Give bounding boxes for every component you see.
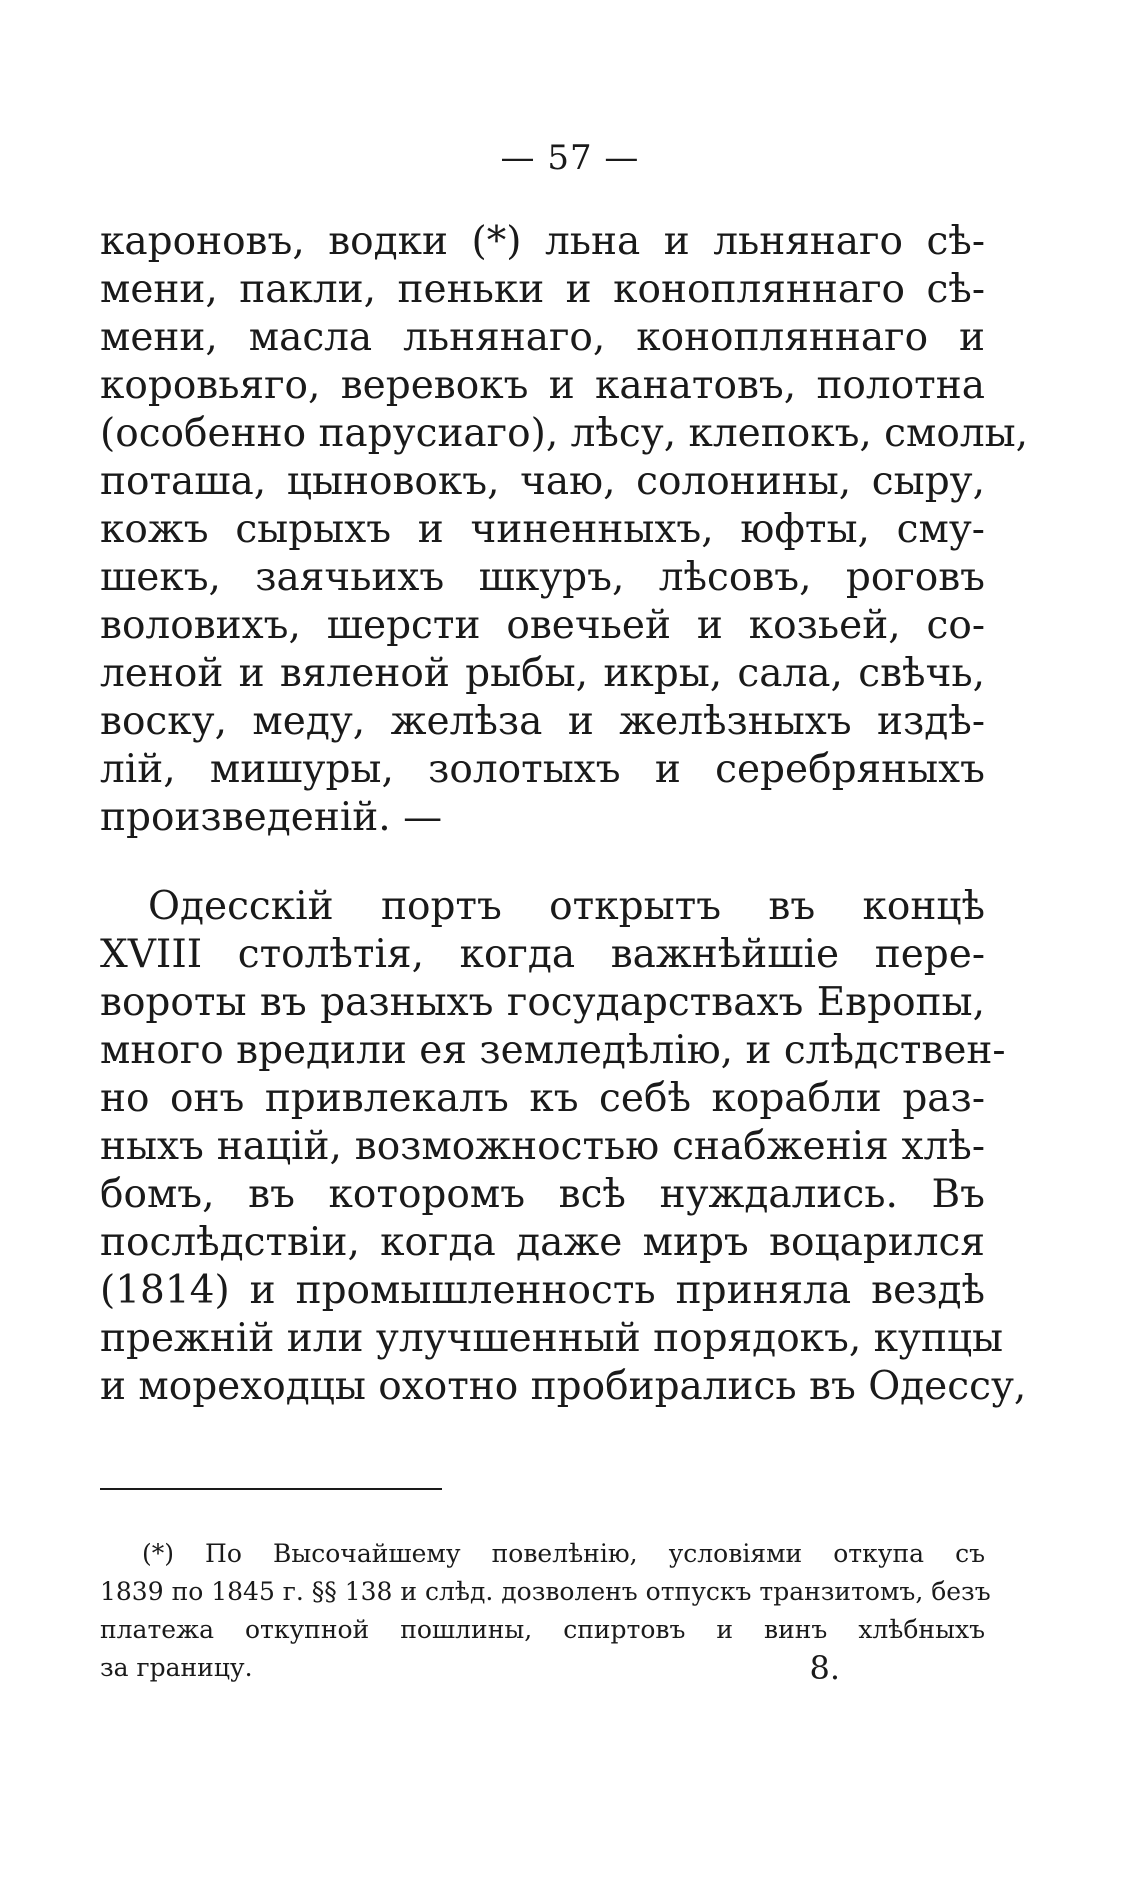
footnote-line: 1839 по 1845 г. §§ 138 и слѣд. дозволенъ отпускъ транзитомъ, безъ xyxy=(100,1577,991,1606)
text-line: XVIII столѣтія, когда важнѣйшіе пере- xyxy=(100,932,985,977)
body-paragraph-2 xyxy=(100,883,1027,1411)
text-line: прежній или улучшенный порядокъ, купцы xyxy=(100,1316,1004,1361)
text-line: бомъ, въ которомъ всѣ нуждались. Въ xyxy=(100,1172,985,1217)
body-paragraph-1 xyxy=(100,218,1029,842)
text-line: произведеній. — xyxy=(100,795,443,840)
signature-mark: 8. xyxy=(809,1649,840,1687)
text-line: шекъ, заячьихъ шкуръ, лѣсовъ, роговъ xyxy=(100,555,985,600)
page-number: — 57 — xyxy=(500,138,640,178)
text-line: воску, меду, желѣза и желѣзныхъ издѣ- xyxy=(100,699,985,744)
footnote-divider xyxy=(100,1488,442,1490)
text-line: (особенно парусиаго), лѣсу, клепокъ, смолы, xyxy=(100,411,1029,456)
text-line: много вредили ея земледѣлію, и слѣдствен- xyxy=(100,1028,1006,1073)
footnote-line: (*) По Высочайшему повелѣнію, условіями откупа съ xyxy=(142,1539,985,1568)
text-line: кожъ сырыхъ и чиненныхъ, юфты, сму- xyxy=(100,507,985,552)
text-line: коровьяго, веревокъ и канатовъ, полотна xyxy=(100,363,985,408)
text-line: Одесскій портъ открытъ въ концѣ xyxy=(148,884,985,929)
text-line: кароновъ, водки (*) льна и льнянаго сѣ- xyxy=(100,219,985,264)
text-line: вороты въ разныхъ государствахъ Европы, xyxy=(100,980,985,1025)
text-line: воловихъ, шерсти овечьей и козьей, со- xyxy=(100,603,985,648)
footnote xyxy=(100,1535,991,1687)
text-line: (1814) и промышленность приняла вездѣ xyxy=(100,1268,985,1313)
text-line: ныхъ націй, возможностью снабженія хлѣ- xyxy=(100,1124,985,1169)
text-line: лій, мишуры, золотыхъ и серебряныхъ xyxy=(100,747,985,792)
text-line: леной и вяленой рыбы, икры, сала, свѣчь, xyxy=(100,651,985,696)
text-line: и мореходцы охотно пробирались въ Одессу, xyxy=(100,1364,1027,1409)
footnote-line: платежа откупной пошлины, спиртовъ и винъ хлѣбныхъ xyxy=(100,1615,985,1644)
text-line: мени, масла льнянаго, конопляннаго и xyxy=(100,315,985,360)
text-line: послѣдствіи, когда даже миръ воцарился xyxy=(100,1220,985,1265)
footnote-last-line xyxy=(100,1649,985,1687)
text-line: мени, пакли, пеньки и конопляннаго сѣ- xyxy=(100,267,985,312)
text-line: поташа, цыновокъ, чаю, солонины, сыру, xyxy=(100,459,985,504)
text-line: но онъ привлекалъ къ себѣ корабли раз- xyxy=(100,1076,985,1121)
footnote-line: за границу. xyxy=(100,1653,253,1682)
